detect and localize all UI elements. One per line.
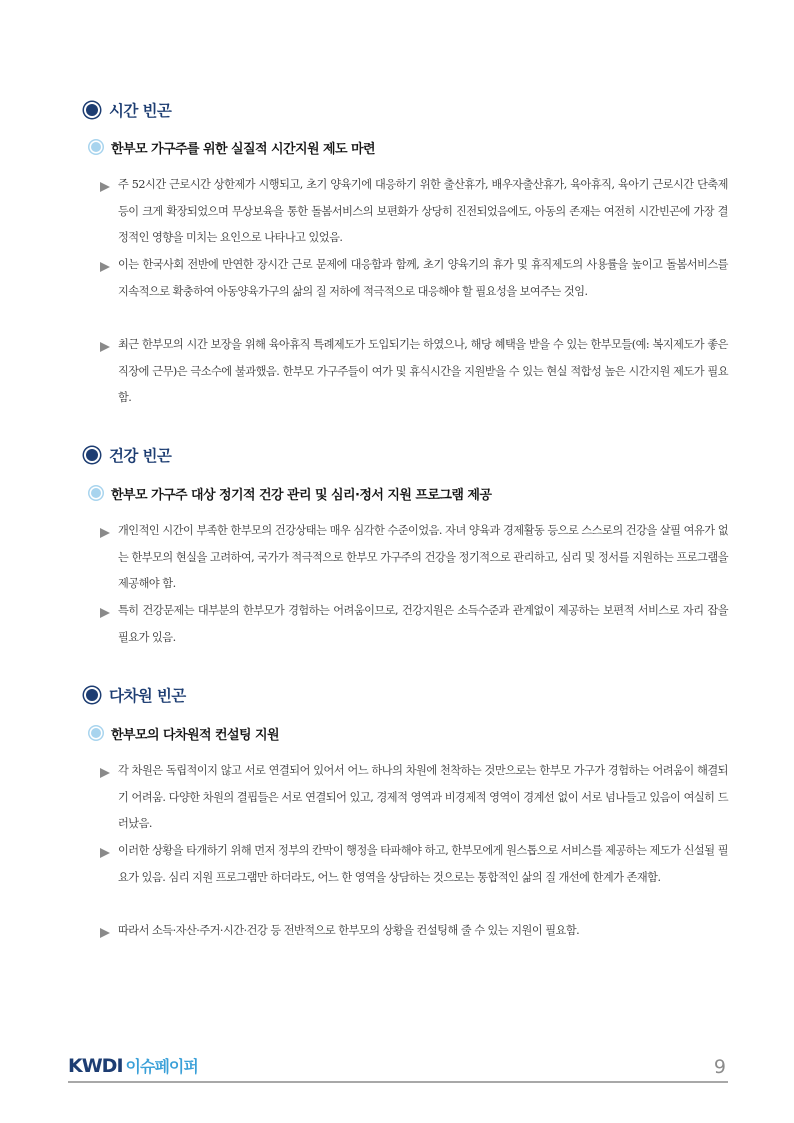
page-number: 9 <box>713 1056 726 1078</box>
subsection-title: 한부모의 다차원적 컨설팅 지원 <box>111 727 280 743</box>
logo-main-text: KWDI <box>68 1055 123 1077</box>
triangle-right-icon <box>100 342 110 352</box>
subsection-bullet-icon <box>91 142 101 152</box>
section-title: 다차원 빈곤 <box>109 687 186 705</box>
list-item-text: 이러한 상황을 타개하기 위해 먼저 정부의 칸막이 행정을 타파해야 하고, 한부모에게 원스톱으로 서비스를 제공하는 제도가 신설될 필요가 있음. 심리 지원 프로그램만 하더라도, 어느 한 영역을 상담하는 것으로는 통합적인 삶의 질 개선에 한계가 존재함. <box>118 844 728 884</box>
list-item <box>100 338 728 412</box>
section-title: 시간 빈곤 <box>109 102 172 120</box>
subsection-heading <box>91 484 491 502</box>
section-heading <box>84 685 186 705</box>
list-item <box>100 258 728 305</box>
section-bullet-icon <box>86 449 98 461</box>
list-item <box>100 524 728 598</box>
list-item-text: 개인적인 시간이 부족한 한부모의 건강상태는 매우 심각한 수준이었음. 자녀 양육과 경제활동 등으로 스스로의 건강을 살필 여유가 없는 한부모의 현실을 고려하여, 국가가 적극적으로 한부모 가구주의 건강을 정기적으로 관리하고, 심리 및 정서를 지원하는 프로그램을 제공해야 함. <box>118 524 728 590</box>
section-bullet-icon <box>86 689 98 701</box>
list-item <box>100 924 728 945</box>
list-item <box>100 764 728 838</box>
section-bullet-icon <box>86 104 98 116</box>
subsection-heading <box>91 138 375 156</box>
list-item <box>100 604 728 651</box>
subsection-title: 한부모 가구주를 위한 실질적 시간지원 제도 마련 <box>111 141 376 157</box>
list-item <box>100 178 728 252</box>
triangle-right-icon <box>100 528 110 538</box>
triangle-right-icon <box>100 928 110 938</box>
logo-sub-text: 이슈페이퍼 <box>125 1057 198 1076</box>
triangle-right-icon <box>100 182 110 192</box>
section-heading <box>84 100 171 120</box>
triangle-right-icon <box>100 768 110 778</box>
footer-divider <box>68 1081 728 1083</box>
list-item <box>100 844 728 891</box>
section-title: 건강 빈곤 <box>109 447 172 465</box>
page-footer <box>68 1054 728 1086</box>
triangle-right-icon <box>100 608 110 618</box>
list-item-text: 따라서 소득·자산·주거·시간·건강 등 전반적으로 한부모의 상황을 컨설팅해 줄 수 있는 지원이 필요함. <box>118 924 580 937</box>
triangle-right-icon <box>100 262 110 272</box>
subsection-heading <box>91 724 279 742</box>
list-item-text: 최근 한부모의 시간 보장을 위해 육아휴직 특례제도가 도입되기는 하였으나, 해당 혜택을 받을 수 있는 한부모들(예: 복지제도가 좋은 직장에 근무)은 극소수에 불과했음. 한부모 가구주들이 여가 및 휴식시간을 지원받을 수 있는 현실 적합성 높은 시간지원 제도가 필요함. <box>118 338 728 404</box>
subsection-title: 한부모 가구주 대상 정기적 건강 관리 및 심리·정서 지원 프로그램 제공 <box>111 487 492 503</box>
list-item-text: 각 차원은 독립적이지 않고 서로 연결되어 있어서 어느 하나의 차원에 천착하는 것만으로는 한부모 가구가 경험하는 어려움이 해결되기 어려움. 다양한 차원의 결핍들은 서로 연결되어 있고, 경제적 영역과 비경제적 영역이 경계선 없이 서로 넘나들고 있음이 여실히 드러났음. <box>118 764 728 830</box>
subsection-bullet-icon <box>91 488 101 498</box>
subsection-bullet-icon <box>91 728 101 738</box>
triangle-right-icon <box>100 848 110 858</box>
list-item-text: 주 52시간 근로시간 상한제가 시행되고, 초기 양육기에 대응하기 위한 출산휴가, 배우자출산휴가, 육아휴직, 육아기 근로시간 단축제 등이 크게 확장되었으며 무상보육을 통한 돌봄서비스의 보편화가 상당히 진전되었음에도, 아동의 존재는 여전히 시간빈곤에 가장 결정적인 영향을 미치는 요인으로 나타나고 있었음. <box>118 178 728 244</box>
list-item-text: 이는 한국사회 전반에 만연한 장시간 근로 문제에 대응함과 함께, 초기 양육기의 휴가 및 휴직제도의 사용률을 높이고 돌봄서비스를 지속적으로 확충하여 아동양육가구의 삶의 질 저하에 적극적으로 대응해야 할 필요성을 보여주는 것임. <box>118 258 728 298</box>
kwdi-logo <box>68 1054 198 1077</box>
list-item-text: 특히 건강문제는 대부분의 한부모가 경험하는 어려움이므로, 건강지원은 소득수준과 관계없이 제공하는 보편적 서비스로 자리 잡을 필요가 있음. <box>118 604 728 644</box>
section-heading <box>84 445 171 465</box>
